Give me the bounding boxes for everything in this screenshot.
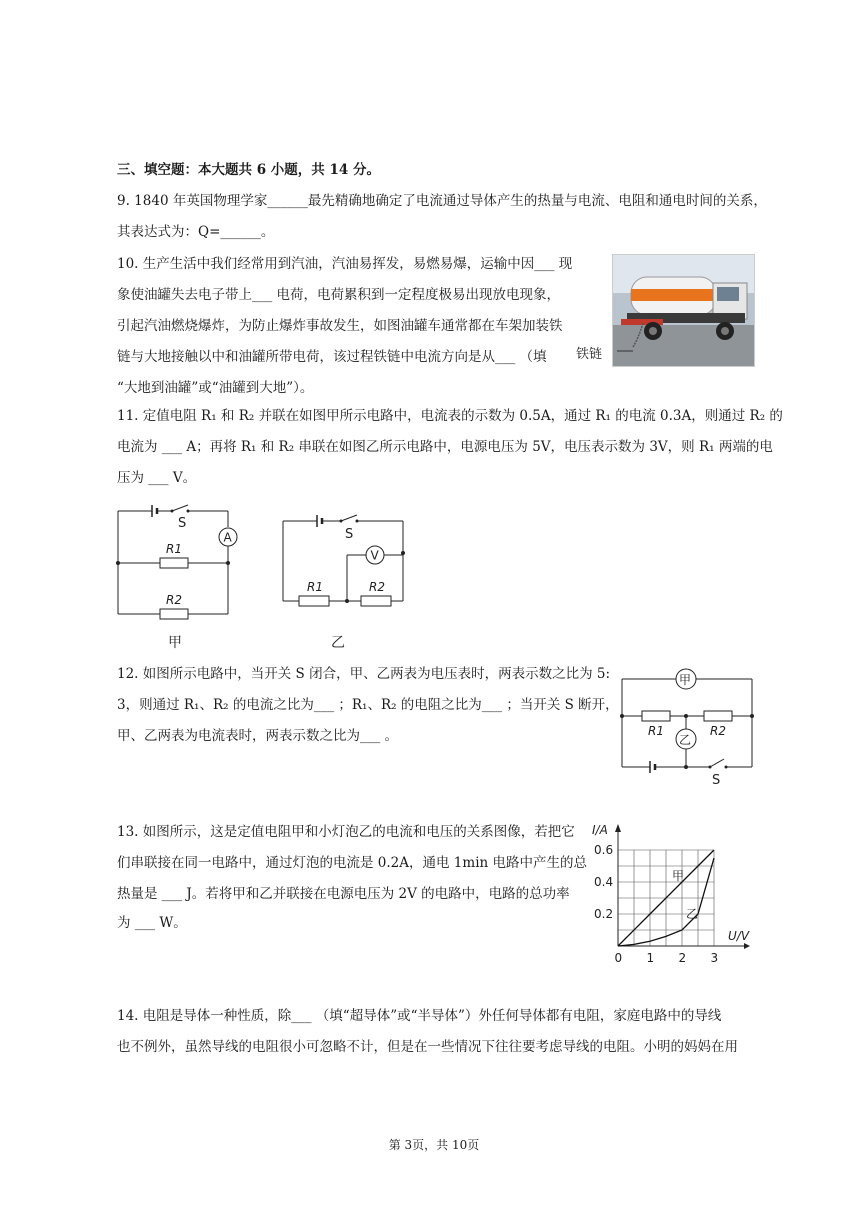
- q9-line1: 9. 1840 年英国物理学家______最先精确地确定了电流通过导体产生的热量与电流、电阻和通电时间的关系，: [117, 193, 767, 209]
- section-title: 三、填空题：本大题共 6 小题，共 14 分。: [117, 162, 380, 178]
- circuit-jia: [110, 495, 250, 655]
- caption-yi: 乙: [331, 635, 345, 651]
- r1-label-jia: R1: [166, 542, 182, 556]
- q13-line4: 为 ___ W。: [117, 915, 187, 931]
- q12-line3: 甲、乙两表为电流表时，两表示数之比为___ 。: [117, 728, 399, 744]
- x-axis-arrow: [744, 943, 750, 949]
- r2-label-q12: R2: [710, 724, 726, 738]
- q13-line3: 热量是 ___ J。若将甲和乙并联接在电源电压为 2V 的电路中，电路的总功率: [117, 886, 570, 902]
- r1-label-yi: R1: [307, 580, 323, 594]
- q10-line3: 引起汽油燃烧爆炸，为防止爆炸事故发生，如图油罐车通常都在车架加装铁: [117, 318, 563, 334]
- q13-line1: 13. 如图所示，这是定值电阻甲和小灯泡乙的电流和电压的关系图像，若把它: [117, 824, 575, 840]
- q10-line5: “大地到油罐”或“油罐到大地”）。: [117, 380, 314, 396]
- y-tick-label: 0.4: [594, 875, 614, 889]
- chain-label: 铁链: [576, 347, 603, 362]
- switch-label-jia: S: [178, 516, 187, 531]
- voltmeter-label: V: [370, 548, 379, 563]
- x-tick-label: 0: [614, 951, 623, 965]
- q11-line1: 11. 定值电阻 R₁ 和 R₂ 并联在如图甲所示电路中，电流表的示数为 0.5A，通过 R₁ 的电流 0.3A，则通过 R₂ 的: [117, 408, 783, 424]
- x-tick-label: 2: [678, 951, 687, 965]
- q12-line2: 3，则通过 R₁、R₂ 的电流之比为___ ；R₁、R₂ 的电阻之比为___ ；当开关 S 断开，: [117, 697, 619, 713]
- q14-line2: 也不例外，虽然导线的电阻很小可忽略不计，但是在一些情况下往往要考虑导线的电阻。小明的妈妈在用: [117, 1039, 738, 1055]
- series-label-yi: 乙: [686, 907, 699, 921]
- series-label-jia: 甲: [672, 869, 685, 883]
- switch-label-q12: S: [712, 773, 721, 788]
- r2-label-yi: R2: [369, 580, 385, 594]
- x-axis-label: U/V: [728, 929, 750, 943]
- q14-line1: 14. 电阻是导体一种性质，除___ （填“超导体”或“半导体”）外任何导体都有电阻，家庭电路中的导线: [117, 1008, 722, 1024]
- q11-line3: 压为 ___ V。: [117, 470, 197, 486]
- y-axis-label: I/A: [592, 823, 608, 837]
- circuit-yi: [275, 505, 415, 655]
- caption-jia: 甲: [168, 635, 182, 651]
- ammeter-label: A: [223, 530, 232, 545]
- x-tick-label: 1: [646, 951, 655, 965]
- q10-line2: 象使油罐失去电子带上___ 电荷，电荷累积到一定程度极易出现放电现象，: [117, 287, 561, 303]
- meter-yi-label: 乙: [679, 733, 692, 747]
- r2-label-jia: R2: [166, 593, 182, 607]
- r1-label-q12: R1: [648, 724, 664, 738]
- q9-line2: 其表达式为：Q=______。: [117, 224, 275, 240]
- q11-line2: 电流为 ___ A；再将 R₁ 和 R₂ 串联在如图乙所示电路中，电源电压为 5V，电压表示数为 3V，则 R₁ 两端的电: [117, 439, 773, 455]
- meter-jia-label: 甲: [679, 673, 692, 687]
- q10-line1: 10. 生产生活中我们经常用到汽油，汽油易挥发，易燃易爆，运输中因___ 现: [117, 256, 573, 272]
- switch-label-yi: S: [345, 527, 354, 542]
- y-tick-label: 0.6: [594, 843, 614, 857]
- tanker-truck-photo: [612, 254, 755, 367]
- q12-line1: 12. 如图所示电路中，当开关 S 闭合，甲、乙两表为电压表时，两表示数之比为 5:: [117, 666, 611, 682]
- y-axis-arrow: [615, 824, 621, 832]
- q13-line2: 们串联接在同一电路中，通过灯泡的电流是 0.2A，通电 1min 电路中产生的总: [117, 855, 587, 871]
- x-tick-label: 3: [710, 951, 719, 965]
- y-tick-label: 0.2: [594, 907, 614, 921]
- q10-line4: 链与大地接触以中和油罐所带电荷，该过程铁链中电流方向是从___ （填: [117, 349, 547, 365]
- iv-chart: [586, 818, 756, 968]
- circuit-q12: [614, 663, 759, 788]
- page-footer: 第 3页，共 10页: [388, 1138, 480, 1152]
